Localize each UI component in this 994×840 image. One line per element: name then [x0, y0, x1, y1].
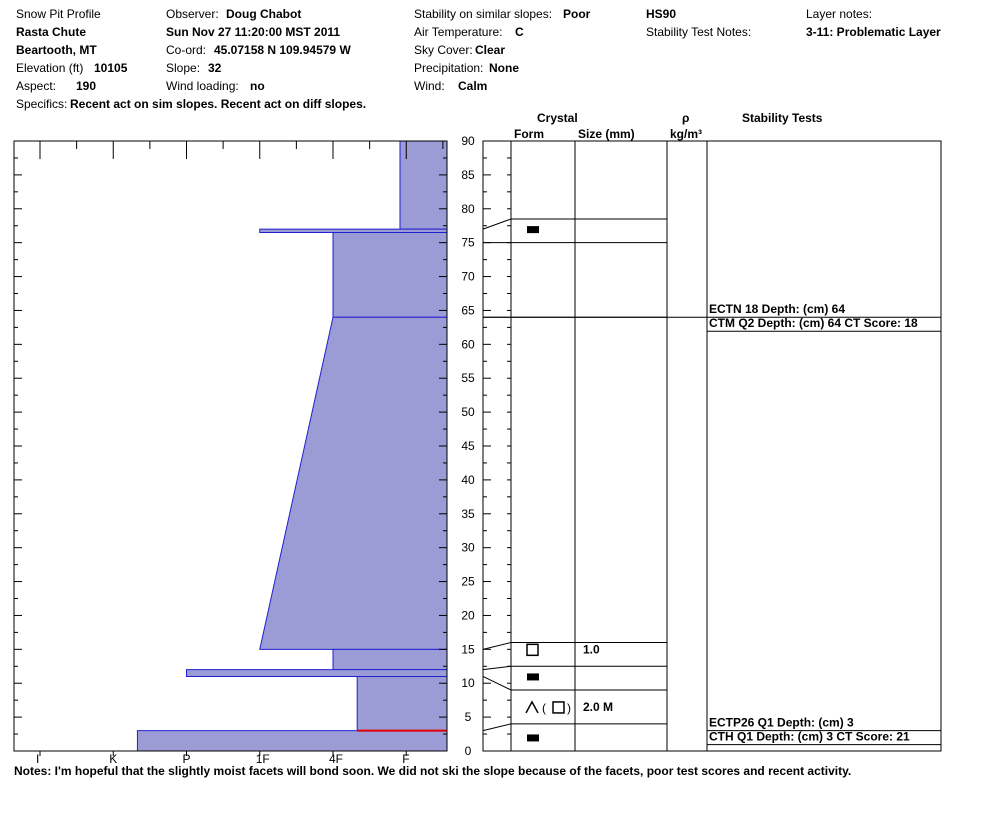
hardness-fill-layer — [137, 141, 447, 751]
depth-tick-label: 70 — [461, 269, 475, 284]
depth-tick-label: 80 — [461, 201, 475, 216]
density-symbol-header: ρ — [682, 111, 690, 125]
depth-tick-label: 50 — [461, 405, 475, 420]
depth-tick-label: 15 — [461, 642, 475, 657]
profile-title: Snow Pit Profile — [16, 7, 101, 21]
depth-tick-label: 25 — [461, 574, 475, 589]
hardness-layer-4 — [333, 649, 447, 669]
sky-cover-label: Sky Cover: — [414, 43, 473, 57]
coord-value: 45.07158 N 109.94579 W — [214, 43, 351, 57]
crystal-rounded-grains-icon — [527, 673, 539, 680]
crystal-depth-hoar-icon — [526, 702, 538, 713]
depth-tick-label: 5 — [464, 710, 472, 725]
hardness-layer-5 — [187, 670, 448, 677]
observer-value: Doug Chabot — [226, 7, 302, 21]
observer-label: Observer: — [166, 7, 219, 21]
location-name: Rasta Chute — [16, 25, 87, 39]
elevation-value: 10105 — [94, 61, 128, 75]
crystal-size-label: 2.0 M — [583, 699, 614, 714]
elevation-label: Elevation (ft) — [16, 61, 84, 75]
stability-test-text: ECTN 18 Depth: (cm) 64 — [709, 302, 846, 317]
stability-tests-header: Stability Tests — [742, 111, 823, 125]
depth-tick-label: 10 — [461, 676, 475, 691]
snow-height: HS90 — [646, 7, 677, 21]
depth-tick-label: 65 — [461, 303, 475, 318]
layer-table-frame — [483, 141, 941, 751]
depth-tick-label: 30 — [461, 540, 475, 555]
region: Beartooth, MT — [16, 43, 97, 57]
depth-tick-label: 75 — [461, 235, 475, 250]
depth-tick-label: 60 — [461, 337, 475, 352]
slope-label: Slope: — [166, 61, 201, 75]
hardness-tick-label: I — [36, 752, 40, 766]
stability-test-text: CTM Q2 Depth: (cm) 64 CT Score: 18 — [709, 316, 918, 331]
wind-value: Calm — [458, 79, 488, 93]
stability-test-text: ECTP26 Q1 Depth: (cm) 3 — [709, 715, 854, 730]
wind-loading-value: no — [250, 79, 265, 93]
specifics-value: Recent act on sim slopes. Recent act on diff slopes. — [70, 97, 367, 111]
crystal-paren-close: ) — [567, 700, 571, 715]
depth-tick-label: 40 — [461, 472, 475, 487]
coord-label: Co-ord: — [166, 43, 207, 57]
depth-tick-label: 55 — [461, 371, 475, 386]
crystal-rounded-grains-icon — [527, 734, 539, 741]
crystal-header: Crystal — [537, 111, 578, 125]
depth-tick-label: 20 — [461, 608, 475, 623]
size-header: Size (mm) — [578, 127, 635, 141]
depth-tick-label: 85 — [461, 167, 475, 182]
depth-tick-label: 0 — [464, 744, 472, 758]
crystal-faceted-icon — [553, 702, 564, 713]
aspect-value: 190 — [76, 79, 97, 93]
crystal-faceted-icon — [527, 644, 538, 655]
hardness-layer-0 — [400, 141, 447, 229]
stability-test-entries — [707, 302, 941, 744]
stability-label: Stability on similar slopes: — [414, 7, 553, 21]
depth-tick-label: 35 — [461, 506, 475, 521]
crystal-symbols — [526, 226, 613, 741]
air-temp-label: Air Temperature: — [414, 25, 503, 39]
hardness-layer-6 — [357, 676, 447, 730]
observation-datetime: Sun Nov 27 11:20:00 MST 2011 — [166, 25, 341, 39]
sky-cover-value: Clear — [475, 43, 506, 57]
depth-tick-label: 90 — [461, 134, 475, 148]
stability-test-text: CTH Q1 Depth: (cm) 3 CT Score: 21 — [709, 729, 910, 744]
precipitation-label: Precipitation: — [414, 61, 484, 75]
precipitation-value: None — [489, 61, 519, 75]
crystal-paren-open: ( — [542, 700, 546, 715]
layer-notes-value: 3-11: Problematic Layer — [806, 25, 941, 39]
form-header: Form — [514, 127, 544, 141]
hardness-layer-3 — [260, 317, 447, 649]
specifics-label: Specifics: — [16, 97, 68, 111]
hardness-layer-1 — [260, 229, 447, 232]
hardness-tick-label: 1F — [255, 752, 270, 766]
wind-loading-label: Wind loading: — [166, 79, 239, 93]
hardness-layer-2 — [333, 233, 447, 318]
notes-text: Notes: I'm hopeful that the slightly moist facets will bond soon. We did not ski the slope because of the facets, poor test scores and recent activity. — [14, 764, 852, 778]
chart-frames — [14, 141, 941, 751]
aspect-label: Aspect: — [16, 79, 57, 93]
hardness-tick-label: 4F — [329, 752, 344, 766]
crystal-size-label: 1.0 — [583, 642, 600, 657]
air-temp-value: C — [515, 25, 524, 39]
density-unit-header: kg/m³ — [670, 127, 703, 141]
layer-notes-label: Layer notes: — [806, 7, 873, 21]
depth-tick-label: 45 — [461, 439, 475, 453]
crystal-rounded-grains-icon — [527, 226, 539, 233]
hardness-tick-label: P — [182, 752, 191, 766]
hardness-tick-label: F — [402, 752, 410, 766]
slope-value: 32 — [208, 61, 222, 75]
hardness-layer-7 — [137, 731, 447, 751]
wind-label: Wind: — [414, 79, 445, 93]
hardness-tick-label: K — [109, 752, 118, 766]
stability-value: Poor — [563, 7, 591, 21]
stability-test-notes-label: Stability Test Notes: — [646, 25, 752, 39]
